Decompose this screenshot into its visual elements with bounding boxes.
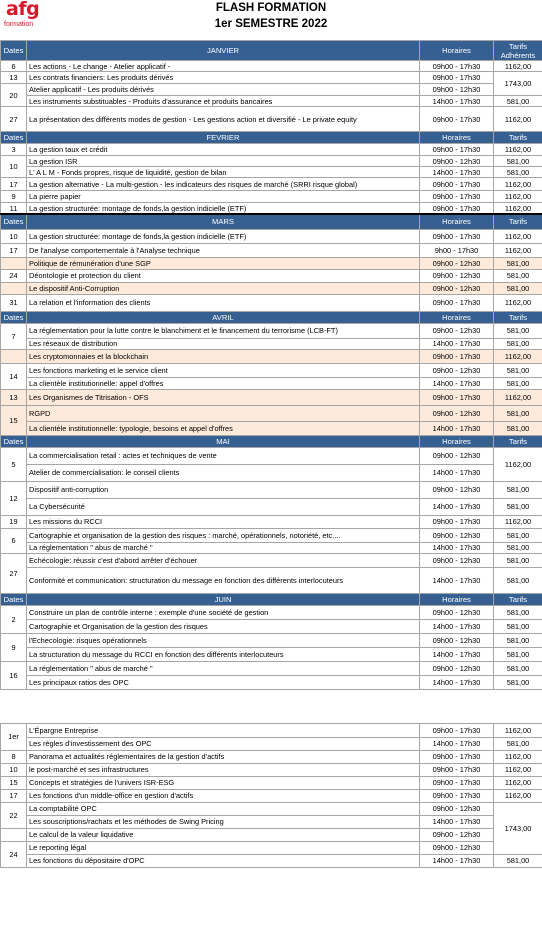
column-header-horaires: Horaires [420,214,494,229]
table-row [1,723,542,737]
course-title-cell: La clientèle institutionnelle: typologie, besoins et appel d'offres [27,421,420,435]
hours-cell: 09h00 - 12h30 [420,481,494,498]
hours-cell: 09h00 - 17h30 [420,203,494,215]
price-cell: 1162,00 [494,191,542,203]
date-cell: 16 [1,661,27,689]
date-cell: 13 [1,72,27,84]
date-cell: 7 [1,323,27,349]
course-title-cell: La présentation des différents modes de gestion - Les gestions action et diversifié - Le private equity [27,107,420,132]
course-title-cell: La commercialisation retail : actes et techniques de vente [27,447,420,464]
column-header-tarifs: Tarifs [494,593,542,605]
table-row [1,605,542,619]
table-row [1,338,542,349]
hours-cell: 09h00 - 12h30 [420,282,494,294]
training-schedule-table [0,40,542,868]
column-header-dates: Dates [1,593,27,605]
section-header-row [1,214,542,229]
hours-cell: 09h00 - 17h30 [420,229,494,243]
month-header: JUIN [27,593,420,605]
price-cell: 581,00 [494,675,542,689]
table-row [1,619,542,633]
date-cell: 27 [1,553,27,593]
hours-cell: 09h00 - 12h30 [420,405,494,421]
column-header-tarifs: Tarifs [494,435,542,447]
course-title-cell: La Cybersécurité [27,498,420,515]
column-header-dates: Dates [1,311,27,323]
price-cell: 581,00 [494,156,542,167]
hours-cell: 09h00 - 12h30 [420,84,494,96]
hours-cell: 09h00 - 17h30 [420,750,494,763]
hours-cell: 09h00 - 12h30 [420,528,494,542]
price-cell: 581,00 [494,498,542,515]
course-title-cell: La gestion taux et crédit [27,144,420,156]
price-cell: 1162,00 [494,178,542,191]
course-title-cell: La réglementation " abus de marché " [27,542,420,553]
column-header-tarifs: Tarifs [494,311,542,323]
hours-cell: 09h00 - 17h30 [420,107,494,132]
hours-cell: 09h00 - 17h30 [420,349,494,363]
price-cell: 581,00 [494,633,542,647]
price-cell: 581,00 [494,338,542,349]
course-title-cell: Les fonctions du dépositaire d'OPC [27,854,420,867]
table-row [1,802,542,815]
date-cell: 2 [1,605,27,633]
hours-cell: 14h00 - 17h30 [420,167,494,178]
table-row [1,789,542,802]
table-row [1,257,542,269]
column-header-dates: Dates [1,41,27,61]
hours-cell: 09h00 - 12h30 [420,363,494,377]
table-row [1,229,542,243]
table-row [1,447,542,464]
date-cell: 10 [1,156,27,178]
hours-cell: 09h00 - 12h30 [420,605,494,619]
logo-text: afg [6,0,40,20]
price-cell: 1162,00 [494,107,542,132]
price-cell: 581,00 [494,96,542,107]
hours-cell: 14h00 - 17h30 [420,96,494,107]
date-cell: 17 [1,789,27,802]
hours-cell: 14h00 - 17h30 [420,377,494,389]
price-cell: 581,00 [494,542,542,553]
course-title-cell: Cartographie et organisation de la gestion des risques : marché, opérationnels, notoriété, etc.... [27,528,420,542]
course-title-cell: Echécologie: réussir c'est d'abord arrêter d'échouer [27,553,420,567]
table-row [1,481,542,498]
course-title-cell: Les réseaux de distribution [27,338,420,349]
hours-cell: 14h00 - 17h30 [420,421,494,435]
course-title-cell: Dispositif anti-corruption [27,481,420,498]
hours-cell: 09h00 - 12h30 [420,828,494,841]
price-cell: 1162,00 [494,750,542,763]
date-cell: 8 [1,750,27,763]
month-header: FEVRIER [27,132,420,144]
hours-cell: 09h00 - 17h30 [420,515,494,528]
date-cell: 15 [1,405,27,435]
hours-cell: 14h00 - 17h30 [420,567,494,593]
date-cell: 31 [1,294,27,311]
table-row [1,61,542,72]
table-row [1,405,542,421]
table-row [1,84,542,96]
table-row [1,144,542,156]
date-cell: 22 [1,802,27,828]
date-cell: 1er [1,723,27,750]
course-title-cell: Le calcul de la valeur liquidative [27,828,420,841]
month-header: AVRIL [27,311,420,323]
date-cell: 12 [1,481,27,515]
date-cell: 10 [1,763,27,776]
date-cell: 17 [1,178,27,191]
hours-cell: 14h00 - 17h30 [420,675,494,689]
table-row [1,854,542,867]
course-title-cell: Panorama et actualités réglementaires de la gestion d'actifs [27,750,420,763]
table-row [1,647,542,661]
hours-cell: 09h00 - 17h30 [420,191,494,203]
price-cell: 1162,00 [494,203,542,215]
course-title-cell: Les missions du RCCI [27,515,420,528]
price-cell: 581,00 [494,737,542,750]
course-title-cell: De l'analyse comportementale à l'Analyse technique [27,243,420,257]
table-row [1,294,542,311]
course-title-cell: Concepts et stratégies de l'univers ISR-ESG [27,776,420,789]
table-row [1,421,542,435]
course-title-cell: L'Épargne Entreprise [27,723,420,737]
price-cell: 581,00 [494,323,542,338]
month-header: MARS [27,214,420,229]
hours-cell: 14h00 - 17h30 [420,542,494,553]
course-title-cell: La clientèle institutionnelle: appel d'offres [27,377,420,389]
price-cell: 1162,00 [494,61,542,72]
hours-cell: 09h00 - 12h30 [420,661,494,675]
date-cell: 14 [1,363,27,389]
page-title: FLASH FORMATION [215,2,327,14]
price-cell: 581,00 [494,167,542,178]
course-title-cell: La gestion structurée: montage de fonds,la gestion indicielle (ETF) [27,203,420,215]
price-cell: 581,00 [494,269,542,282]
course-title-cell: La réglementation pour la lutte contre le blanchiment et le financement du terrorisme (LCB-FT) [27,323,420,338]
table-row [1,750,542,763]
column-header-horaires: Horaires [420,311,494,323]
hours-cell: 09h00 - 12h30 [420,447,494,464]
course-title-cell: Déontologie et protection du client [27,269,420,282]
price-cell: 1162,00 [494,389,542,405]
price-cell: 1743,00 [494,72,542,96]
table-row [1,363,542,377]
course-title-cell: l'Echecologie: risques opérationnels [27,633,420,647]
price-cell: 581,00 [494,481,542,498]
hours-cell: 09h00 - 12h30 [420,802,494,815]
course-title-cell: Les fonctions marketing et le service client [27,363,420,377]
table-row [1,737,542,750]
date-cell: 15 [1,776,27,789]
hours-cell: 09h00 - 17h30 [420,178,494,191]
price-cell: 581,00 [494,619,542,633]
hours-cell: 14h00 - 17h30 [420,619,494,633]
course-title-cell: La réglementation " abus de marché " [27,661,420,675]
price-cell: 1162,00 [494,763,542,776]
table-row [1,815,542,828]
price-cell: 1162,00 [494,789,542,802]
hours-cell: 09h00 - 17h30 [420,294,494,311]
table-row [1,72,542,84]
hours-cell: 9h00 - 17h30 [420,243,494,257]
price-cell: 581,00 [494,854,542,867]
price-cell: 581,00 [494,528,542,542]
price-cell: 1162,00 [494,723,542,737]
table-row [1,675,542,689]
date-cell: 17 [1,243,27,257]
table-row [1,498,542,515]
course-title-cell: L' A L M - Fonds propres, risque de liquidité, gestion de bilan [27,167,420,178]
spacer-row [1,689,542,723]
section-header-row [1,593,542,605]
table-row [1,841,542,854]
price-cell: 1162,00 [494,294,542,311]
course-title-cell: La structuration du message du RCCI en fonction des différents interlocuteurs [27,647,420,661]
column-header-tarifs: Tarifs [494,132,542,144]
section-header-row [1,41,542,61]
hours-cell: 14h00 - 17h30 [420,338,494,349]
table-row [1,828,542,841]
date-cell [1,349,27,363]
section-header-row [1,311,542,323]
spacer-cell [1,689,542,723]
table-row [1,464,542,481]
date-cell: 24 [1,841,27,867]
table-row [1,377,542,389]
price-cell: 581,00 [494,567,542,593]
table-row [1,243,542,257]
hours-cell: 09h00 - 12h30 [420,156,494,167]
table-row [1,349,542,363]
hours-cell: 09h00 - 17h30 [420,723,494,737]
date-cell: 19 [1,515,27,528]
course-title-cell: La pierre papier [27,191,420,203]
table-row [1,156,542,167]
date-cell [1,257,27,269]
price-cell: 581,00 [494,605,542,619]
date-cell: 6 [1,528,27,553]
page-header [0,0,542,40]
course-title-cell: La gestion structurée: montage de fonds,la gestion indicielle (ETF) [27,229,420,243]
column-header-horaires: Horaires [420,41,494,61]
column-header-dates: Dates [1,214,27,229]
price-cell: 1162,00 [494,776,542,789]
hours-cell: 09h00 - 12h30 [420,323,494,338]
hours-cell: 09h00 - 12h30 [420,841,494,854]
table-row [1,178,542,191]
hours-cell: 09h00 - 17h30 [420,61,494,72]
hours-cell: 09h00 - 17h30 [420,763,494,776]
course-title-cell: Construire un plan de contrôle interne : exemple d'une société de gestion [27,605,420,619]
hours-cell: 09h00 - 12h30 [420,257,494,269]
course-title-cell: Les instruments substituables - Produits d'assurance et produits bancaires [27,96,420,107]
month-header: JANVIER [27,41,420,61]
date-cell: 13 [1,389,27,405]
table-row [1,776,542,789]
table-row [1,567,542,593]
price-cell: 1162,00 [494,515,542,528]
course-title-cell: Le reporting légal [27,841,420,854]
course-title-cell: La relation et l'information des clients [27,294,420,311]
course-title-cell: Cartographie et Organisation de la gestion des risques [27,619,420,633]
column-header-horaires: Horaires [420,435,494,447]
course-title-cell: Les cryptomonnaies et la blockchain [27,349,420,363]
hours-cell: 09h00 - 12h30 [420,553,494,567]
hours-cell: 09h00 - 12h30 [420,633,494,647]
table-row [1,553,542,567]
hours-cell: 09h00 - 17h30 [420,389,494,405]
hours-cell: 14h00 - 17h30 [420,498,494,515]
price-cell: 1162,00 [494,229,542,243]
table-row [1,633,542,647]
date-cell: 10 [1,229,27,243]
hours-cell: 09h00 - 17h30 [420,776,494,789]
column-header-horaires: Horaires [420,132,494,144]
price-cell: 1162,00 [494,447,542,481]
price-cell: 581,00 [494,421,542,435]
table-row [1,661,542,675]
date-cell: 6 [1,61,27,72]
course-title-cell: Atelier de commercialisation: le conseil clients [27,464,420,481]
section-header-row [1,435,542,447]
course-title-cell: le post-marché et ses infrastructures [27,763,420,776]
table-row [1,282,542,294]
price-cell: 581,00 [494,661,542,675]
course-title-cell: La gestion alternative - La multi-gestion - les indicateurs des risques de marché (SRRI risque global) [27,178,420,191]
date-cell: 27 [1,107,27,132]
price-cell: 1162,00 [494,243,542,257]
price-cell: 581,00 [494,282,542,294]
date-cell: 9 [1,633,27,661]
table-row [1,528,542,542]
column-header-dates: Dates [1,132,27,144]
month-header: MAI [27,435,420,447]
table-row [1,323,542,338]
table-row [1,515,542,528]
page-subtitle: 1er SEMESTRE 2022 [214,18,328,30]
price-cell: 1743,00 [494,802,542,854]
course-title-cell: Les principaux ratios des OPC [27,675,420,689]
price-cell: 581,00 [494,377,542,389]
hours-cell: 09h00 - 17h30 [420,72,494,84]
table-row [1,203,542,215]
course-title-cell: Politique de rémunération d'une SGP [27,257,420,269]
course-title-cell: Atelier applicatif - Les produits dérivés [27,84,420,96]
table-row [1,269,542,282]
date-cell: 11 [1,203,27,215]
course-title-cell: Conformité et communication: structuration du message en fonction des différents interlocuteurs [27,567,420,593]
column-header-tarifs: Tarifs [494,214,542,229]
column-header-dates: Dates [1,435,27,447]
course-title-cell: Les actions - Le change - Atelier applicatif - [27,61,420,72]
hours-cell: 09h00 - 12h30 [420,269,494,282]
course-title-cell: Les souscriptions/rachats et les méthodes de Swing Pricing [27,815,420,828]
date-cell [1,828,27,841]
price-cell: 581,00 [494,553,542,567]
price-cell: 581,00 [494,647,542,661]
course-title-cell: La comptabilité OPC [27,802,420,815]
price-cell: 1162,00 [494,144,542,156]
course-title-cell: RGPD [27,405,420,421]
course-title-cell: Le dispositif Anti-Corruption [27,282,420,294]
section-header-row [1,132,542,144]
course-title-cell: Les règles d'investissement des OPC [27,737,420,750]
table-row [1,96,542,107]
hours-cell: 09h00 - 17h30 [420,789,494,802]
date-cell: 24 [1,269,27,282]
hours-cell: 14h00 - 17h30 [420,737,494,750]
table-row [1,389,542,405]
price-cell: 581,00 [494,363,542,377]
date-cell: 3 [1,144,27,156]
hours-cell: 14h00 - 17h30 [420,464,494,481]
date-cell: 20 [1,84,27,107]
price-cell: 1162,00 [494,349,542,363]
column-header-tarifs: Tarifs Adhérents [494,41,542,61]
course-title-cell: Les fonctions d'un middle-office en gestion d'actifs [27,789,420,802]
table-row [1,542,542,553]
hours-cell: 14h00 - 17h30 [420,647,494,661]
course-title-cell: Les contrats financiers: Les produits dérivés [27,72,420,84]
table-row [1,167,542,178]
hours-cell: 09h00 - 17h30 [420,144,494,156]
table-row [1,107,542,132]
logo-subtext: formation [4,21,34,28]
hours-cell: 14h00 - 17h30 [420,854,494,867]
price-cell: 581,00 [494,257,542,269]
course-title-cell: La gestion ISR [27,156,420,167]
column-header-horaires: Horaires [420,593,494,605]
date-cell [1,282,27,294]
hours-cell: 14h00 - 17h30 [420,815,494,828]
date-cell: 9 [1,191,27,203]
table-row [1,763,542,776]
course-title-cell: Les Organismes de Titrisation - OFS [27,389,420,405]
table-row [1,191,542,203]
price-cell: 581,00 [494,405,542,421]
date-cell: 5 [1,447,27,481]
